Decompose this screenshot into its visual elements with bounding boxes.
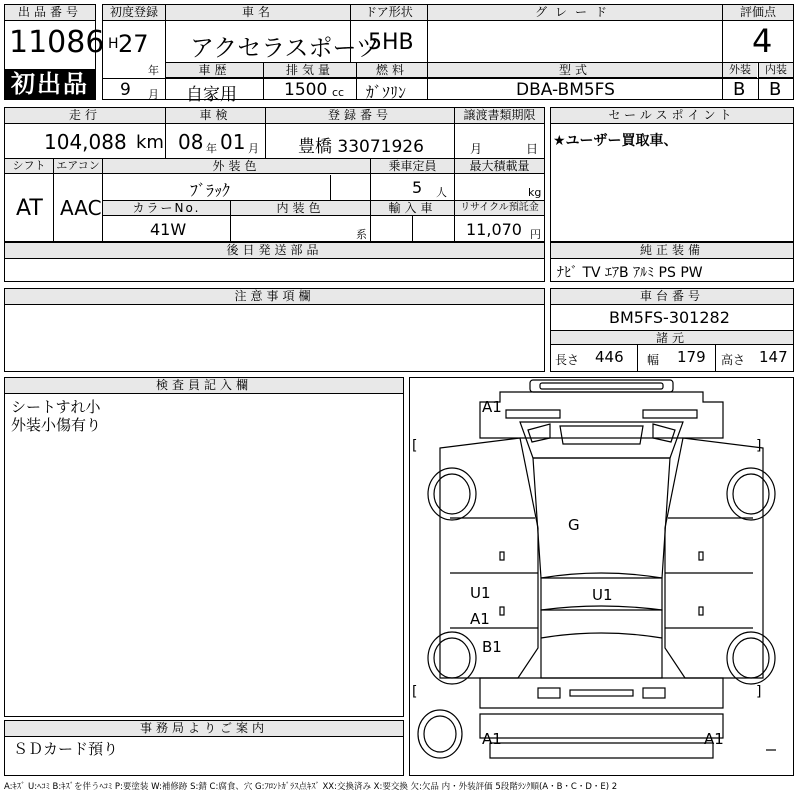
mark-top-left: A1 — [482, 398, 502, 416]
chassis-value: BM5FS-301282 — [609, 308, 730, 327]
registration-value: 豊橋 33071926 — [298, 137, 424, 157]
specs-label: 諸元 — [551, 330, 793, 345]
car-name-label: 車名 — [166, 5, 350, 21]
car-name-value: アクセラスポーツ — [190, 34, 380, 62]
aircon-value: AAC — [60, 196, 102, 220]
score-value: 4 — [752, 22, 773, 60]
grade-label: グレード — [428, 5, 722, 21]
bracket-l2: [ — [412, 684, 418, 700]
shift-value: AT — [16, 196, 43, 221]
mileage-label: 走行 — [5, 108, 165, 124]
height-label: 高さ — [721, 353, 746, 367]
fuel-value: ｶﾞｿﾘﾝ — [366, 83, 407, 102]
inspector-line-2: 外装小傷有り — [11, 416, 102, 434]
mark-b1-left: B1 — [482, 638, 502, 656]
door-value: 5HB — [368, 30, 414, 55]
year-unit: 年 — [148, 64, 159, 77]
inspection-month: 01 — [220, 130, 246, 154]
inspector-box — [4, 377, 404, 717]
mid-grid — [4, 107, 545, 242]
recycle-label: リサイクル預託金 — [455, 201, 544, 216]
door-label: ドア形状 — [351, 5, 427, 21]
displacement-unit: cc — [332, 86, 345, 99]
inspector-label: 検査員記入欄 — [5, 378, 403, 394]
office-value: ＳＤカード預り — [13, 740, 119, 758]
inspection-month-unit: 月 — [248, 142, 259, 155]
color-no-label: カラーNo. — [103, 201, 230, 216]
lot-label: 出品番号 — [5, 5, 95, 21]
capacity-label: 乗車定員 — [371, 159, 454, 174]
shift-label: シフト — [5, 159, 53, 174]
capacity-value: 5 — [412, 178, 423, 197]
month-unit: 月 — [148, 88, 159, 101]
lot-number: 11086 — [9, 25, 105, 60]
office-box — [4, 720, 404, 776]
max-load-unit: kg — [528, 186, 542, 199]
first-reg-label: 初度登録 — [103, 5, 165, 21]
int-label: 内装 — [759, 63, 793, 78]
aircon-label: エアコン — [54, 159, 102, 174]
ext-color-value: ﾌﾞﾗｯｸ — [190, 181, 231, 200]
office-label: 事務局よりご案内 — [5, 721, 403, 737]
recycle-unit: 円 — [530, 228, 541, 241]
bracket-r2: ] — [756, 684, 762, 700]
width-value: 179 — [677, 348, 706, 366]
transfer-day: 日 — [526, 142, 539, 156]
mileage-unit: km — [136, 132, 164, 153]
fuel-label: 燃料 — [357, 63, 427, 78]
lot-box — [4, 4, 105, 100]
sales-point-value: ★ユーザー買取車、 — [553, 133, 678, 149]
mark-bottom-right: A1 — [704, 730, 724, 748]
sales-point-box — [550, 107, 794, 242]
inspection-year: 08 — [178, 130, 204, 154]
inspector-line-1: シートすれ小 — [11, 398, 101, 416]
first-reg-year: 27 — [118, 30, 149, 58]
car-diagram — [409, 377, 794, 776]
color-no-value: 41W — [150, 220, 187, 239]
legend: A:ｷｽﾞ U:ﾍｺﾐ B:ｷｽﾞを伴うﾍｺﾐ P:要塗装 W:補修跡 S:錆 C:腐食、穴 G:ﾌﾛﾝﾄｶﾞﾗｽ点ｷｽﾞ XX:交換済み X:要交換 欠:欠品 内・外装評価 5段階ﾗﾝｸ順(A・B・C・D・E) 2 — [4, 782, 618, 792]
equipment-value: ﾅﾋﾞ TV ｴｱB ｱﾙﾐ PS PW — [557, 265, 703, 281]
mark-a1-left: A1 — [470, 610, 490, 628]
mark-bottom-left: A1 — [482, 730, 502, 748]
history-label: 車歴 — [166, 63, 263, 78]
model-label: 型式 — [428, 63, 722, 78]
car-outline-icon — [410, 378, 793, 775]
first-listing-badge: 初出品 — [5, 69, 95, 99]
height-value: 147 — [759, 348, 788, 366]
max-load-label: 最大積載量 — [455, 159, 544, 174]
equipment-box — [550, 242, 794, 282]
chassis-label: 車台番号 — [551, 289, 793, 305]
later-parts-label: 後日発送部品 — [5, 243, 544, 259]
inspection-year-unit: 年 — [206, 142, 217, 155]
inspection-label: 車検 — [166, 108, 265, 124]
ext-color-label: 外装色 — [103, 159, 370, 174]
era-letter: H — [108, 36, 119, 52]
capacity-unit: 人 — [436, 186, 447, 199]
equipment-label: 純正装備 — [551, 243, 793, 259]
transfer-label: 譲渡書類期限 — [455, 108, 544, 124]
later-parts-box — [4, 242, 545, 282]
displacement-label: 排気量 — [264, 63, 356, 78]
first-reg-month: 9 — [120, 80, 131, 100]
bracket-r1: ] — [756, 438, 762, 454]
registration-label: 登録番号 — [266, 108, 454, 124]
mark-u1-left: U1 — [470, 584, 491, 602]
int-color-unit: 系 — [356, 228, 367, 241]
recycle-value: 11,070 — [466, 220, 522, 239]
length-label: 長さ — [555, 353, 580, 367]
bracket-l1: [ — [412, 438, 418, 454]
mileage-value: 104,088 — [44, 130, 127, 154]
ext-label: 外装 — [723, 63, 757, 78]
displacement-value: 1500 — [284, 80, 328, 100]
history-value: 自家用 — [186, 85, 237, 105]
mark-g: G — [568, 516, 580, 534]
length-value: 446 — [595, 348, 624, 366]
score-label: 評価点 — [723, 5, 793, 21]
notes-label: 注意事項欄 — [5, 289, 544, 305]
import-label: 輸入車 — [371, 201, 454, 216]
notes-box — [4, 288, 545, 372]
width-label: 幅 — [647, 353, 660, 367]
chassis-box — [550, 288, 794, 372]
int-color-label: 内装色 — [231, 201, 370, 216]
ext-score: B — [733, 79, 746, 100]
sales-point-label: セールスポイント — [551, 108, 793, 124]
int-score: B — [769, 79, 782, 100]
model-value: DBA-BM5FS — [516, 80, 615, 100]
transfer-month: 月 — [470, 142, 483, 156]
mark-u1-center: U1 — [592, 586, 613, 604]
